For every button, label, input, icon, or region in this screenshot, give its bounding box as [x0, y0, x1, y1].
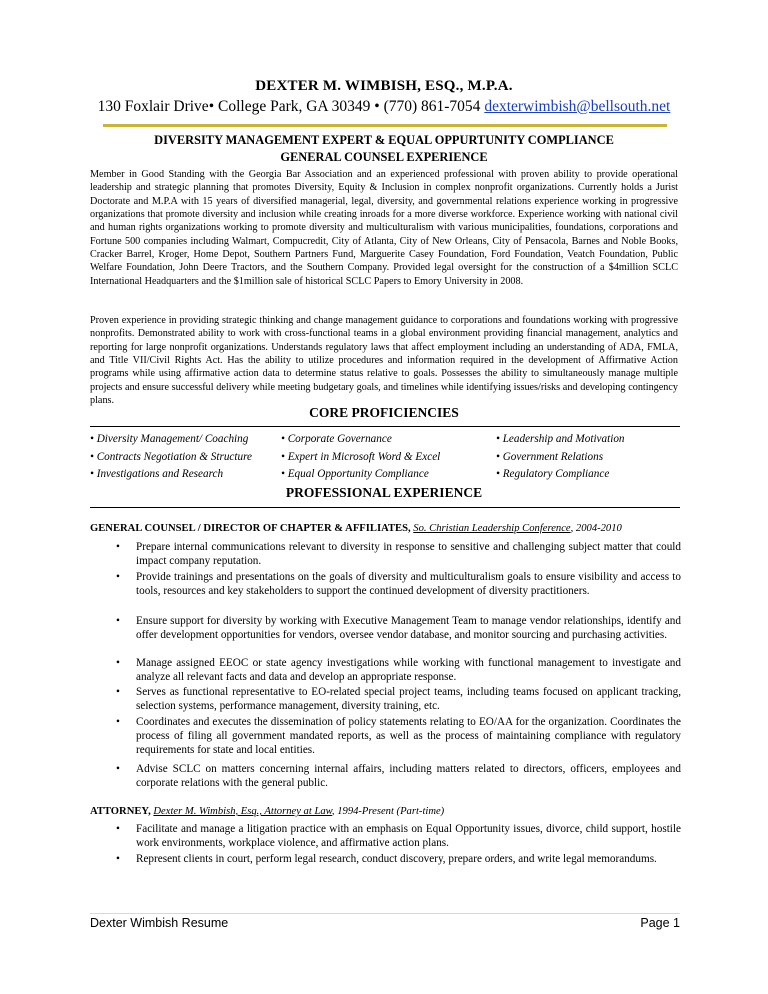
email-link[interactable]: dexterwimbish@bellsouth.net: [484, 98, 671, 115]
candidate-name: DEXTER M. WIMBISH, ESQ., M.P.A.: [255, 78, 513, 94]
proficiency-item: • Equal Opportunity Compliance: [281, 468, 429, 480]
proficiency-item: • Contracts Negotiation & Structure: [90, 451, 252, 463]
footer-title: Dexter Wimbish Resume: [90, 916, 229, 930]
job-title-general-counsel: [90, 523, 680, 534]
summary-paragraph-2: Proven experience in providing strategic thinking and change management guidance to corporations and foundations working with progressive nonprofits. Demonstrated ability to work with cross-functional teams in a global environment providing financial management, analytics and reporting for large nonprofit organizations. Understands regulatory laws that affect employment including an understanding of ADA, FMLA, and Title VII/Civil Rights Act. Has the ability to utilize procedures and information required in the development of Affirmative Action programs while using affirmative action data to determine status relative to goals. Possesses the ability to simultaneously manage multiple projects and ensure successful delivery while meeting budgetary goals, and timelines while identifying issues/risks and developing contingency plans.: [90, 315, 678, 407]
proficiency-item: • Government Relations: [496, 451, 604, 463]
core-proficiencies-heading: CORE PROFICIENCIES: [309, 405, 459, 420]
job-title-attorney: [90, 806, 680, 817]
job-title-text: GENERAL COUNSEL / DIRECTOR OF CHAPTER & AFFILIATES,: [90, 523, 411, 534]
proficiency-item: • Leadership and Motivation: [496, 433, 625, 445]
headline-subtitle: GENERAL COUNSEL EXPERIENCE: [280, 150, 488, 164]
resume-page: DEXTER M. WIMBISH, ESQ., M.P.A. 130 Foxlair Drive• College Park, GA 30349 • (770) 861-7054 dexterwimbish@bellsouth.net DIVERSITY MANAGEMENT EXPERT & EQUAL OPPURTUNITY COMPLIANCE GENERAL COUNSEL EXPERIENCE Member in Good Standing with the Georgia Bar Association and an experienced professional with proven ability to provide operational leadership and strategic planning that promotes Diversity, Equity & Inclusion in complex nonprofit organizations. Currently holds a Jurist Doctorate and M.P.A with 15 years of diversified managerial, legal, diversity, and governmental relations experience working in progressive organizations that promote diversity and inclusion while creating inroads for a more diverse workforce. Experience working with national civil and human rights organizations working to promote diversity and multiculturalism with various municipalities, foundations, corporations and Fortune 500 companies including Walmart, Compucredit, City of Atlanta, City of New Orleans, City of Pensacola, Barnes and Noble Books, Cracker Barrel, Kroger, Home Depot, Southern Partners Fund, Marguerite Casey Foundation, Ford Foundation, Veatch Foundation, Public Welfare Foundation, John Deere Tractors, and the Southern Company. Provided legal oversight for the construction of a $4million SCLC International Headquarters and the $1million sale of historical SCLC Papers to Emory University in 2008. Proven experience in providing strategic thinking and change management guidance to corporations and foundations working with progressive nonprofits. Demonstrated ability to work with cross-functional teams in a global environment providing financial management, analytics and reporting for large nonprofit organizations. Understands regulatory laws that affect employment including an understanding of ADA, FMLA, and Title VII/Civil Rights Act. Has the ability to utilize procedures and information required in the development of Affirmative Action programs while using affirmative action data to determine status relative to goals. Possesses the ability to simultaneously manage multiple projects and ensure successful delivery while meeting budgetary goals, and timelines while identifying issues/risks and developing contingency plans. CORE PROFICIENCIES • Diversity Management/ Coaching • Corporate Governance • Leadership and Motivation • Contracts Negotiation & Structure • Expert in Microsoft Word & Excel • Government Relations • Investigations and Research • Equal Opportunity Compliance • Regulatory Compliance PROFESSIONAL EXPERIENCE GENERAL COUNSEL / DIRECTOR OF CHAPTER & AFFILIATES, So. Christian Leadership Conference, 2004-2010 • Prepare internal communications relevant to diversity in response to sensitive and challenging subject matter that could impact company reputation. • Provide trainings and presentations on the goals of diversity and multiculturalism goals to ensure visibility and access to tools, resources and key stakeholders to support the continued development of diversity practitioners. • Ensure support for diversity by working with Executive Management Team to manage vendor relationships, identify and offer development opportunities for vendors, oversee vendor database, and monitor sourcing and purchasing activities. • Manage assigned EEOC or state agency investigations while working with functional management to investigate and analyze all relevant facts and data and develop an appropriate response. • Serves as functional representative to EO-related special project teams, including teams focused on applicant tracking, selection systems, performance management, diversity training, etc. • Coordinates and executes the dissemination of policy statements relating to EO/AA for the organization. Coordinates the process of filing all government mandated reports, as well as the process of maintaining compliance with regulatory requirements for state and local entities. • Advise SCLC on matters concerning internal affairs, including matters related to directors, officers, employees and corporate relations with the general public. ATTORNEY, Dexter M. Wimbish, Esq., Attorney at Law, 1994-Present (Part-time) • Facilitate and manage a litigation practice with an emphasis on Equal Opportunity issues, divorce, child support, hostile work environments, workplace violence, and affirmative action plans. • Represent clients in court, perform legal research, conduct discovery, prepare orders, and write legal memorandums. Dexter Wimbish Resume Page 1: [0, 0, 768, 994]
contact-line: [0, 98, 768, 116]
proficiency-item: • Regulatory Compliance: [496, 468, 610, 480]
job-dates: , 1994-Present (Part-time): [331, 806, 445, 817]
job-dates: , 2004-2010: [570, 523, 622, 534]
page-number: Page 1: [640, 916, 680, 930]
proficiency-item: • Diversity Management/ Coaching: [90, 433, 249, 445]
professional-experience-heading: PROFESSIONAL EXPERIENCE: [285, 485, 483, 500]
job-title-text: ATTORNEY,: [90, 806, 151, 817]
job-organization: So. Christian Leadership Conference: [413, 523, 571, 534]
proficiency-item: • Corporate Governance: [281, 433, 392, 445]
contact-address: 130 Foxlair Drive• College Park, GA 30349 • (770) 861-7054: [97, 98, 485, 115]
summary-paragraph-1: Member in Good Standing with the Georgia Bar Association and an experienced professional with proven ability to provide operational leadership and strategic planning that promotes Diversity, Equity & Inclusion in complex nonprofit organizations. Currently holds a Jurist Doctorate and M.P.A with 15 years of diversified managerial, legal, diversity, and governmental relations experience working in progressive organizations that promote diversity and inclusion while creating inroads for a more diverse workforce. Experience working with national civil and human rights organizations working to promote diversity and multiculturalism with various municipalities, foundations, corporations and Fortune 500 companies including Walmart, Compucredit, City of Atlanta, City of New Orleans, City of Pensacola, Barnes and Noble Books, Cracker Barrel, Kroger, Home Depot, Southern Partners Fund, Marguerite Casey Foundation, Ford Foundation, Veatch Foundation, Public Welfare Foundation, John Deere Tractors, and the Southern Company. Provided legal oversight for the construction of a $4million SCLC International Headquarters and the $1million sale of historical SCLC Papers to Emory University in 2008.: [90, 169, 678, 287]
job-organization: Dexter M. Wimbish, Esq., Attorney at Law: [153, 806, 332, 817]
headline-banner: DIVERSITY MANAGEMENT EXPERT & EQUAL OPPURTUNITY COMPLIANCE: [154, 133, 614, 147]
section-divider: [90, 426, 680, 427]
section-divider: [90, 507, 680, 508]
proficiency-item: • Expert in Microsoft Word & Excel: [281, 451, 441, 463]
footer-divider: [90, 913, 680, 914]
header-divider: [103, 124, 667, 127]
proficiency-item: • Investigations and Research: [90, 468, 224, 480]
